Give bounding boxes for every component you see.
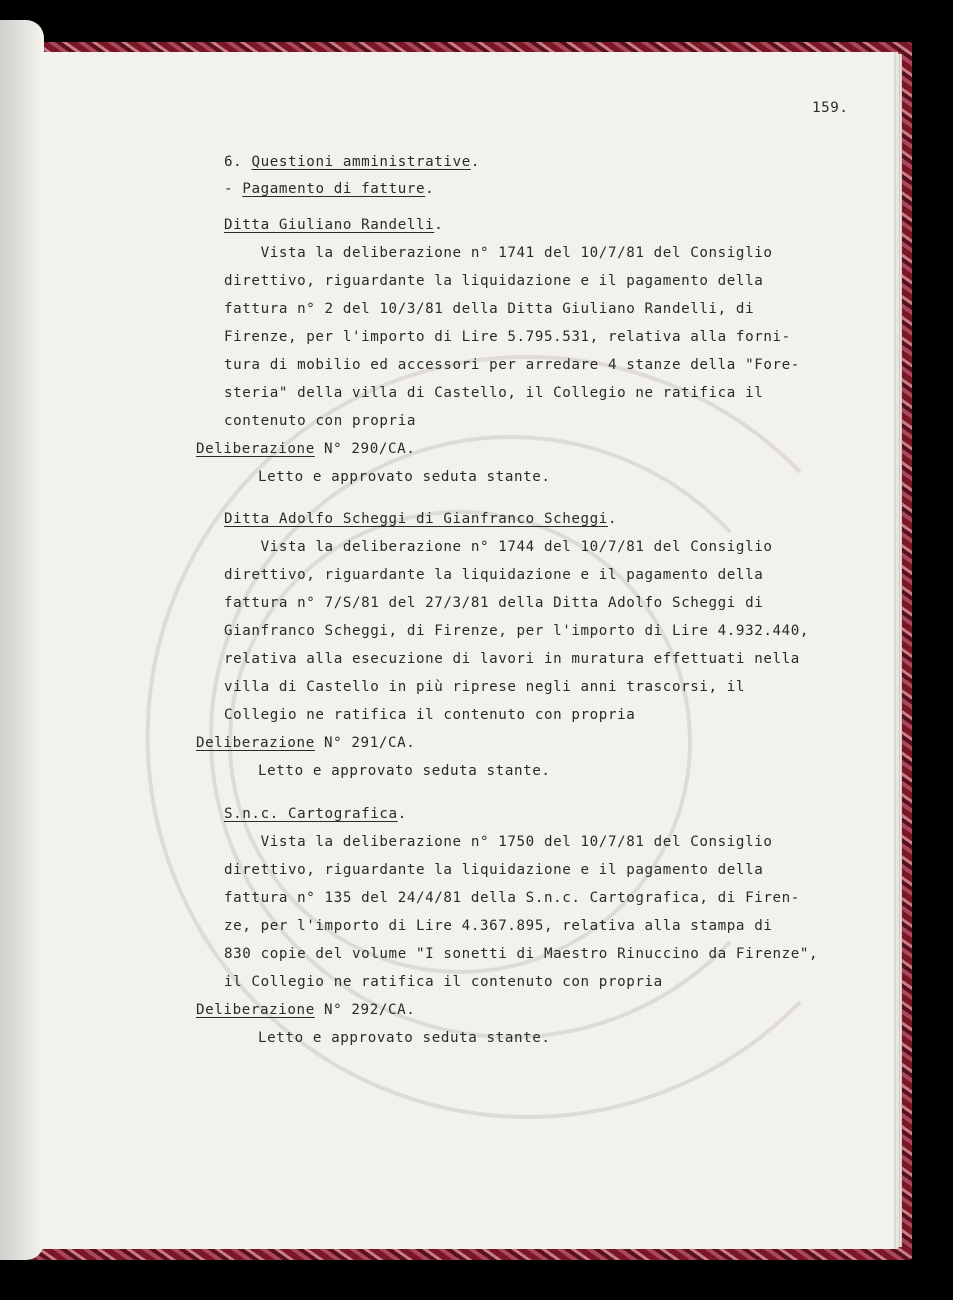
- body-line: direttivo, riguardante la liquidazione e il pagamento della: [224, 273, 764, 289]
- deliberation-line: [196, 441, 415, 457]
- body-line: fattura n° 7/S/81 del 27/3/81 della Ditta Adolfo Scheggi di: [224, 595, 764, 611]
- deliberation-label: Deliberazione: [196, 735, 315, 751]
- entry-heading: [224, 511, 617, 527]
- deliberation-line: [196, 735, 415, 751]
- entry-heading-period: .: [607, 511, 618, 527]
- deliberation-label: Deliberazione: [196, 1002, 315, 1018]
- entry-heading-period: .: [397, 806, 407, 822]
- body-line: Vista la deliberazione n° 1741 del 10/7/81 del Consiglio: [224, 245, 773, 261]
- subsection-dash: -: [224, 181, 234, 197]
- section-number: 6.: [224, 154, 243, 170]
- body-line: Firenze, per l'importo di Lire 5.795.531, relativa alla forni-: [224, 329, 791, 345]
- body-line: fattura n° 135 del 24/4/81 della S.n.c. Cartografica, di Firen-: [224, 890, 800, 906]
- closing-line: Letto e approvato seduta stante.: [258, 763, 551, 779]
- body-line: direttivo, riguardante la liquidazione e il pagamento della: [224, 862, 764, 878]
- closing-line: Letto e approvato seduta stante.: [258, 1030, 551, 1046]
- closing-line: Letto e approvato seduta stante.: [258, 469, 551, 485]
- subsection-title-text: Pagamento di fatture: [242, 181, 426, 197]
- body-line: tura di mobilio ed accessori per arredare 4 stanze della "Fore-: [224, 357, 800, 373]
- section-title-period: .: [470, 154, 481, 170]
- deliberation-label: Deliberazione: [196, 441, 315, 457]
- body-line: ze, per l'importo di Lire 4.367.895, relativa alla stampa di: [224, 918, 773, 934]
- body-line: steria" della villa di Castello, il Collegio ne ratifica il: [224, 385, 764, 401]
- entry-heading-period: .: [434, 217, 444, 233]
- deliberation-number: N° 291/CA.: [314, 735, 416, 751]
- deliberation-line: [196, 1002, 415, 1018]
- body-line: villa di Castello in più riprese negli anni trascorsi, il: [224, 679, 746, 695]
- subsection-title: [224, 181, 434, 197]
- section-title-text: Questioni amministrative: [251, 154, 471, 170]
- entry-heading-text: Ditta Giuliano Randelli: [224, 217, 435, 233]
- entry-heading: [224, 806, 407, 822]
- body-line: Vista la deliberazione n° 1750 del 10/7/81 del Consiglio: [224, 834, 773, 850]
- body-line: contenuto con propria: [224, 413, 416, 429]
- body-line: il Collegio ne ratifica il contenuto con propria: [224, 974, 663, 990]
- body-line: fattura n° 2 del 10/3/81 della Ditta Giuliano Randelli, di: [224, 301, 755, 317]
- entry-heading-text: Ditta Adolfo Scheggi di Gianfranco Scheggi: [224, 511, 608, 527]
- entry-heading: [224, 217, 443, 233]
- deliberation-number: N° 292/CA.: [314, 1002, 416, 1018]
- deliberation-number: N° 290/CA.: [314, 441, 416, 457]
- subsection-title-period: .: [425, 181, 435, 197]
- body-line: Collegio ne ratifica il contenuto con propria: [224, 707, 636, 723]
- body-line: 830 copie del volume "I sonetti di Maestro Rinuccino da Firenze",: [224, 946, 819, 962]
- page-number: 159.: [812, 100, 849, 116]
- entry-heading-text: S.n.c. Cartografica: [224, 806, 398, 822]
- body-line: Gianfranco Scheggi, di Firenze, per l'importo di Lire 4.932.440,: [224, 623, 810, 639]
- body-line: Vista la deliberazione n° 1744 del 10/7/81 del Consiglio: [224, 539, 773, 555]
- section-title: [224, 154, 480, 170]
- body-line: direttivo, riguardante la liquidazione e il pagamento della: [224, 567, 764, 583]
- body-line: relativa alla esecuzione di lavori in muratura effettuati nella: [224, 651, 800, 667]
